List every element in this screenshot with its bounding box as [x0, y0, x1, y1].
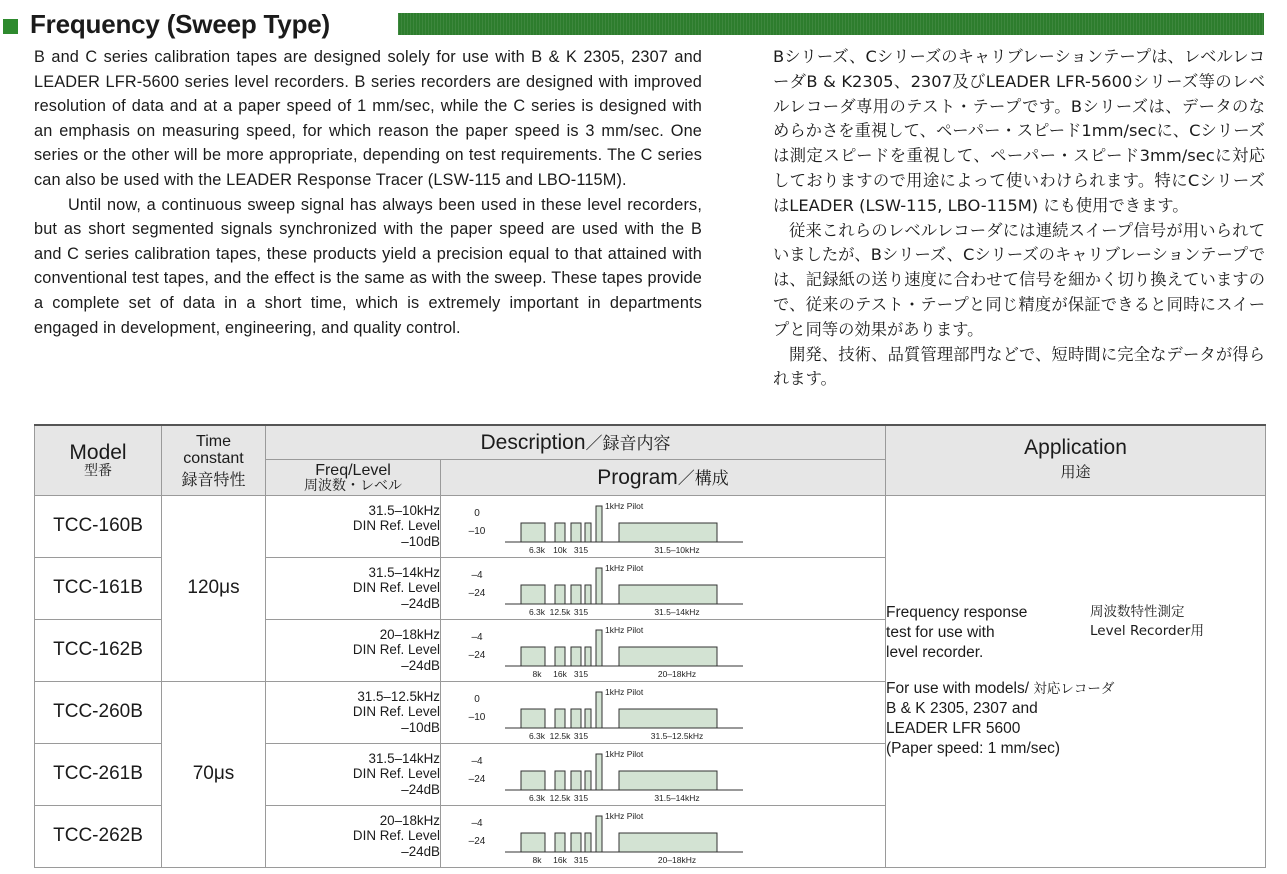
level-top-label: –4	[471, 817, 483, 829]
segment-block-4	[585, 771, 591, 790]
pilot-label: 1kHz Pilot	[605, 624, 644, 635]
freq-level-freq: 20–18kHz	[379, 812, 440, 828]
japanese-paragraph-3: 開発、技術、品質管理部門などで、短時間に完全なデータが得られます。	[773, 344, 1265, 389]
program-diagram	[441, 620, 885, 681]
table-row	[35, 495, 1266, 557]
program-diagram	[441, 682, 885, 743]
segment-label: 6.3k	[528, 544, 546, 555]
level-bottom-label: –10	[468, 525, 486, 537]
sweep-block	[619, 647, 717, 666]
sweep-label: 31.5–10kHz	[654, 544, 700, 555]
freq-level-level: –24dB	[401, 781, 440, 797]
application-line: level recorder.	[886, 644, 984, 661]
segment-block-3	[571, 647, 581, 666]
program-diagram	[441, 806, 885, 867]
program-cell	[441, 557, 886, 619]
header-constant-label: constant	[183, 449, 244, 467]
segment-block-4	[585, 523, 591, 542]
spec-table	[34, 424, 1266, 868]
segment-block-1	[521, 709, 545, 728]
application-cell	[886, 495, 1266, 867]
program-cell	[441, 681, 886, 743]
program-diagram	[441, 496, 885, 557]
header-square-icon	[3, 19, 18, 34]
application-line: LEADER LFR 5600	[886, 720, 1021, 737]
segment-block-1	[521, 833, 545, 852]
freq-level-ref: DIN Ref. Level	[352, 704, 440, 720]
header-description	[266, 425, 886, 459]
level-top-label: –4	[471, 755, 483, 767]
freq-level-level: –24dB	[401, 595, 440, 611]
japanese-text	[773, 45, 1265, 392]
segment-label: 315	[573, 668, 589, 679]
program-diagram	[441, 744, 885, 805]
segment-block-2	[555, 647, 565, 666]
header-freq-level-label: Freq/Level	[315, 461, 391, 479]
segment-block-1	[521, 647, 545, 666]
freq-level-ref: DIN Ref. Level	[352, 828, 440, 844]
pilot-label: 1kHz Pilot	[605, 810, 644, 821]
segment-block-2	[555, 709, 565, 728]
level-bottom-label: –10	[468, 711, 486, 723]
header-freq-level	[266, 459, 441, 495]
level-top-label: –4	[471, 631, 483, 643]
program-diagram	[441, 558, 885, 619]
english-text	[34, 45, 702, 340]
sweep-label: 20–18kHz	[657, 854, 697, 865]
program-cell	[441, 805, 886, 867]
freq-level-level: –10dB	[401, 719, 440, 735]
application-line: Frequency response	[886, 604, 1028, 621]
application-block-1	[886, 603, 1226, 665]
program-cell	[441, 619, 886, 681]
pilot-label: 1kHz Pilot	[605, 562, 644, 573]
pilot-signal	[596, 816, 602, 852]
application-line	[886, 679, 1265, 699]
freq-level-cell	[266, 495, 441, 557]
segment-label: 16k	[553, 854, 567, 865]
program-cell	[441, 743, 886, 805]
segment-label: 6.3k	[528, 792, 546, 803]
freq-level-freq: 31.5–14kHz	[368, 750, 440, 766]
segment-block-2	[555, 771, 565, 790]
header-model-label: Model	[69, 441, 127, 465]
segment-block-3	[571, 709, 581, 728]
segment-label: 8k	[532, 668, 542, 679]
header-program-label: Program	[597, 466, 678, 489]
segment-block-3	[571, 523, 581, 542]
model-cell: TCC-160B	[35, 495, 162, 557]
segment-label: 8k	[532, 854, 542, 865]
header-program-jp: ／構成	[677, 469, 729, 489]
level-top-label: 0	[474, 693, 480, 705]
freq-level-ref: DIN Ref. Level	[352, 642, 440, 658]
header-application	[886, 425, 1266, 495]
sweep-block	[619, 585, 717, 604]
sweep-label: 20–18kHz	[657, 668, 697, 679]
pilot-label: 1kHz Pilot	[605, 748, 644, 759]
segment-block-1	[521, 771, 545, 790]
header-program	[441, 459, 886, 495]
level-bottom-label: –24	[468, 773, 486, 785]
segment-label: 315	[573, 854, 589, 865]
segment-label: 6.3k	[528, 606, 546, 617]
freq-level-freq: 31.5–14kHz	[368, 564, 440, 580]
freq-level-cell	[266, 805, 441, 867]
header-time-label: Time	[196, 432, 231, 450]
page-title: Frequency (Sweep Type)	[30, 9, 330, 39]
segment-label: 12.5k	[549, 606, 571, 617]
header-freq-level-jp: 周波数・レベル	[304, 477, 402, 494]
segment-label: 16k	[553, 668, 567, 679]
application-jp	[1090, 603, 1204, 641]
segment-block-2	[555, 585, 565, 604]
header-description-label: Description	[480, 431, 586, 455]
header-model	[35, 425, 162, 495]
page-edge	[0, 870, 1287, 874]
model-cell: TCC-162B	[35, 619, 162, 681]
segment-block-3	[571, 833, 581, 852]
application-block-2	[886, 679, 1265, 759]
time-constant-cell: 70μs	[162, 681, 266, 867]
model-cell: TCC-260B	[35, 681, 162, 743]
segment-label: 12.5k	[549, 792, 571, 803]
model-cell: TCC-262B	[35, 805, 162, 867]
segment-block-4	[585, 647, 591, 666]
segment-label: 315	[573, 730, 589, 741]
segment-label: 10k	[553, 544, 567, 555]
freq-level-level: –24dB	[401, 843, 440, 859]
sweep-label: 31.5–14kHz	[654, 606, 700, 617]
pilot-signal	[596, 754, 602, 790]
application-line: B & K 2305, 2307 and	[886, 700, 1038, 717]
header-application-label: Application	[1024, 436, 1127, 460]
application-line: 周波数特性測定	[1090, 604, 1185, 620]
header-application-jp: 用途	[1060, 463, 1091, 482]
sweep-block	[619, 833, 717, 852]
freq-level-ref: DIN Ref. Level	[352, 580, 440, 596]
segment-block-3	[571, 771, 581, 790]
application-en	[886, 603, 1086, 663]
segment-block-2	[555, 833, 565, 852]
segment-label: 315	[573, 792, 589, 803]
sweep-block	[619, 709, 717, 728]
sweep-label: 31.5–12.5kHz	[650, 730, 704, 741]
sweep-label: 31.5–14kHz	[654, 792, 700, 803]
freq-level-cell	[266, 681, 441, 743]
segment-block-4	[585, 833, 591, 852]
freq-level-level: –10dB	[401, 533, 440, 549]
japanese-paragraph-1: Bシリーズ、Cシリーズのキャリブレーションテープは、レベルレコーダB & K2305、2307及びLEADER LFR-5600シリーズ等のレベルレコーダ専用のテスト・テープです。Bシリーズは、データのなめらかさを重視して、ペーパー・スピード1mm/secに、Cシリーズは測定スピードを重視して、ペーパー・スピード3mm/secに対応しておりますので用途によって使いわけられます。特にCシリーズはLEADER (LSW-115, LBO-115M) にも使用できます。	[773, 47, 1265, 215]
header-description-jp: ／録音内容	[585, 434, 671, 455]
segment-block-1	[521, 585, 545, 604]
application-models-label: For use with models/	[886, 680, 1030, 697]
pilot-label: 1kHz Pilot	[605, 500, 644, 511]
pilot-label: 1kHz Pilot	[605, 686, 644, 697]
section-header	[0, 8, 1287, 40]
freq-level-cell	[266, 619, 441, 681]
application-models-jp: 対応レコーダ	[1033, 681, 1115, 697]
segment-block-3	[571, 585, 581, 604]
segment-label: 6.3k	[528, 730, 546, 741]
header-time-constant	[162, 425, 266, 495]
segment-label: 315	[573, 544, 589, 555]
segment-block-4	[585, 709, 591, 728]
pilot-signal	[596, 568, 602, 604]
freq-level-freq: 31.5–12.5kHz	[357, 688, 440, 704]
english-paragraph-2: Until now, a continuous sweep signal has always been used in these level recorders, but as short segmented signals synchronized with the paper speed are used with the B and C series calibration tapes, these products yield a precision equal to that attained with conventional test tapes, and the effect is the same as with the sweep. These tapes provide a complete set of data in a short time, which is extremely important in departments engaged in development, engineering, and quality control.	[34, 195, 702, 337]
model-cell: TCC-261B	[35, 743, 162, 805]
pilot-signal	[596, 506, 602, 542]
freq-level-level: –24dB	[401, 657, 440, 673]
japanese-paragraph-2: 従来これらのレベルレコーダには連続スイープ信号が用いられていましたが、Bシリーズ、Cシリーズのキャリブレーションテープでは、記録紙の送り速度に合わせて信号を細かく切り換えていますので、従来のテスト・テープと同じ精度が保証できると同時にスイープと同等の効果があります。	[773, 220, 1265, 339]
segment-block-1	[521, 523, 545, 542]
application-line: Level Recorder用	[1090, 623, 1204, 639]
freq-level-ref: DIN Ref. Level	[352, 518, 440, 534]
model-cell: TCC-161B	[35, 557, 162, 619]
freq-level-ref: DIN Ref. Level	[352, 766, 440, 782]
level-bottom-label: –24	[468, 835, 486, 847]
time-constant-cell: 120μs	[162, 495, 266, 681]
header-time-jp: 録音特性	[181, 469, 246, 489]
freq-level-freq: 31.5–10kHz	[368, 502, 440, 518]
level-top-label: 0	[474, 507, 480, 519]
freq-level-cell	[266, 557, 441, 619]
pilot-signal	[596, 630, 602, 666]
freq-level-freq: 20–18kHz	[379, 626, 440, 642]
sweep-block	[619, 771, 717, 790]
level-bottom-label: –24	[468, 587, 486, 599]
program-cell	[441, 495, 886, 557]
english-paragraph-1: B and C series calibration tapes are designed solely for use with B & K 2305, 2307 and LEADER LFR-5600 series level recorders. B series recorders are designed with improved resolution of data and at a paper speed of 1 mm/sec, while the C series is designed with an emphasis on measuring speed, for which reason the paper speed is 3 mm/sec. One series or the other will be more appropriate, depending on test requirements. The C series can also be used with the LEADER Response Tracer (LSW-115 and LBO-115M).	[34, 48, 702, 189]
sweep-block	[619, 523, 717, 542]
segment-block-2	[555, 523, 565, 542]
pilot-signal	[596, 692, 602, 728]
level-top-label: –4	[471, 569, 483, 581]
header-bar	[398, 13, 1264, 35]
segment-label: 315	[573, 606, 589, 617]
segment-block-4	[585, 585, 591, 604]
freq-level-cell	[266, 743, 441, 805]
level-bottom-label: –24	[468, 649, 486, 661]
header-model-jp: 型番	[84, 463, 112, 480]
application-line: test for use with	[886, 624, 995, 641]
application-line: (Paper speed: 1 mm/sec)	[886, 740, 1061, 757]
segment-label: 12.5k	[549, 730, 571, 741]
